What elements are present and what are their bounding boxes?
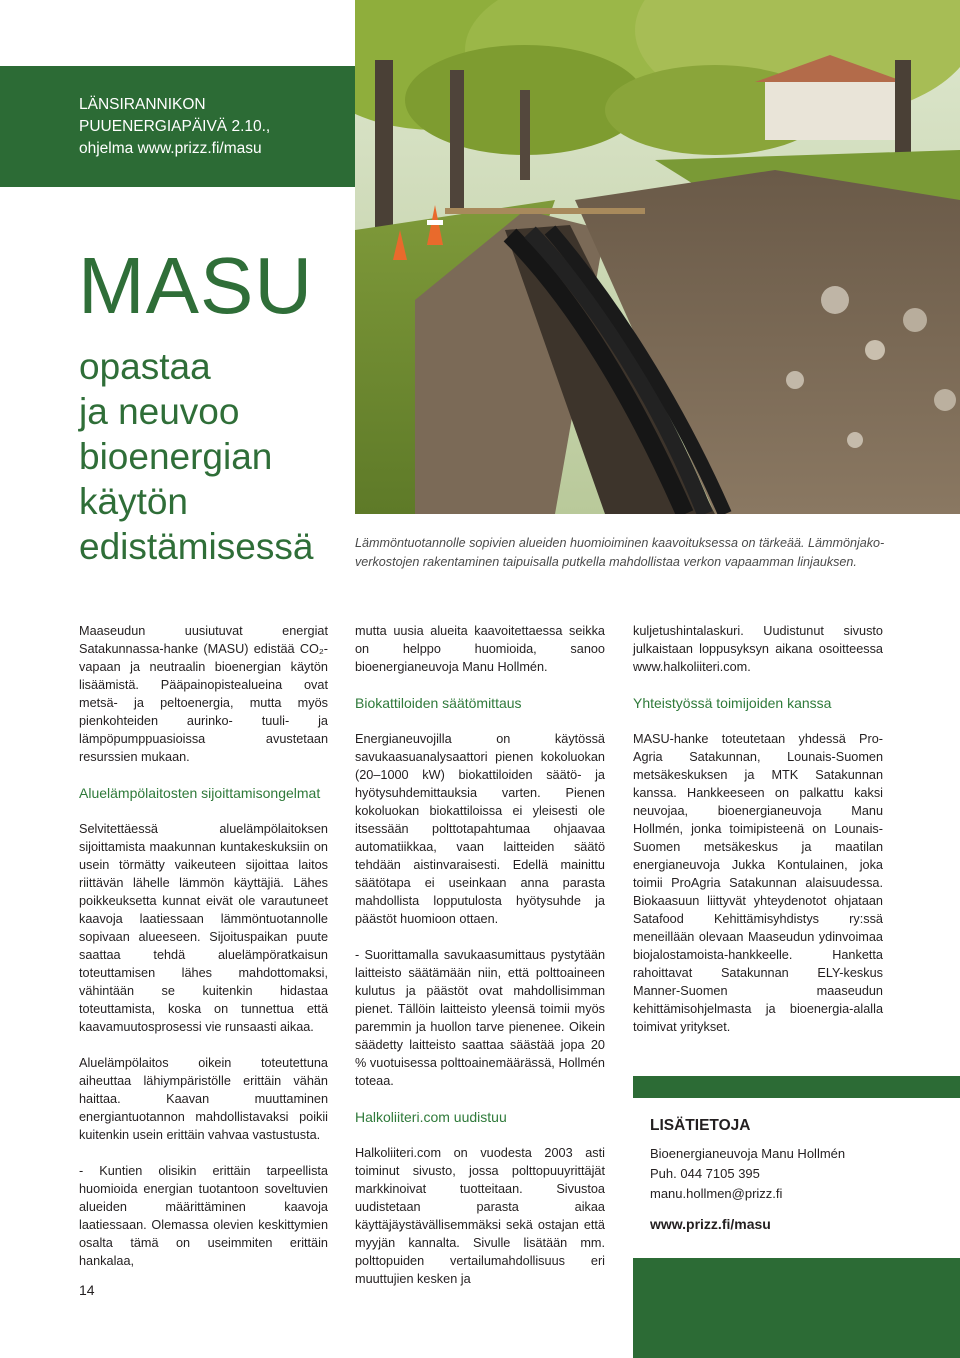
body-paragraph: Halkoliiteri.com on vuodesta 2003 asti toiminut sivusto, jossa polttopuuyrittäjät markkinoivat tuotteitaan. Sivustoa uudistetaan parasta aikaa käyttäjäystävällisemmäksi sekä ostajan että myyjän kannalta. Sivulle lisätään mm. polttopuiden vertailumahdollisuus eri muuttujien kesken ja	[355, 1146, 605, 1286]
banner-line-1: LÄNSIRANNIKON	[79, 96, 206, 113]
article-column-2	[355, 622, 605, 1288]
body-paragraph: kuljetushintalaskuri. Uudistunut sivusto julkaistaan loppusyksyn aikana osoitteessa www.halkoliiteri.com.	[633, 624, 883, 674]
photo-caption	[355, 534, 945, 572]
article-column-3	[633, 622, 883, 1036]
body-paragraph: Aluelämpölaitos oikein toteutettuna aiheuttaa lähiympäristölle erittäin vähän haittaa. Kaavan muuttaminen energiantuotannon mahdollistavaksi poikii kuitenkin usein erittäin vahvaa vastustusta.	[79, 1056, 328, 1142]
info-box-content	[650, 1116, 845, 1234]
website-link[interactable]: www.prizz.fi/masu	[650, 1216, 771, 1232]
info-box-top-bar	[633, 1076, 960, 1098]
subtitle-line: käytön	[79, 481, 189, 522]
section-heading-saatomittaus: Biokattiloiden säätömittaus	[355, 695, 522, 711]
section-heading-halkoliiteri: Halkoliiteri.com uudistuu	[355, 1109, 507, 1125]
caption-line: verkostojen rakentaminen taipuisalla putkella mahdollistaa verkon vapaamman linjauksen.	[355, 555, 857, 569]
body-paragraph: MASU-hanke toteutetaan yhdessä Pro-Agria Satakunnan, Lounais-Suomen metsäkeskuksen ja MTK Satakunnan kanssa. Hankkeeseen on palkattu kaksi neuvojaa, bioenergianeuvoja Manu Hollmén, jonka toimipisteenä on Lounais-Suomen metsäkeskus ja maatilan energianeuvoja Jukka Kontulainen, joka toimii ProAgria Satakunnan alaisuudessa. Biokaasuun liittyvät yhteydenotot ohjataan Satafood Kehittämisyhdistys ry:ssä meneillään olevaan Maaseudun ydinvoimaa biojalostamoista-hankkeelle. Hanketta rahoittavat Satakunnan ELY-keskus Manner-Suomen maaseudun kehittämisohjelmasta ja bioenergia-alalla toimivat yritykset.	[633, 732, 883, 1034]
body-paragraph: - Kuntien olisikin erittäin tarpeellista huomioida energian tuotantoon soveltuvien alueiden määrittäminen kaavoja laatiessaan. Olemassa olevien keskittymien osalta tämä on useimmiten erittäin hankalaa,	[79, 1164, 328, 1268]
trench-pipes-photo	[355, 0, 960, 514]
subtitle-line: bioenergian	[79, 436, 273, 477]
page-number: 14	[79, 1282, 95, 1298]
info-heading: LISÄTIETOJA	[650, 1117, 751, 1134]
contact-phone: Puh. 044 7105 395	[650, 1166, 760, 1181]
body-paragraph: - Suorittamalla savukaasumittaus pystytään laitteisto säätämään niin, että polttoaineen kulutus ja päästöt ovat mahdollisimman pienet. Tällöin laitteisto yleensä toimii myös paremmin ja huollon tarve pienenee. Oikein säädetty laitteisto saattaa säästää jopa 20 % vuotuisessa polttoainemäärässä, Hollmén toteaa.	[355, 948, 605, 1088]
header-banner	[0, 66, 355, 187]
subtitle-line: ja neuvoo	[79, 391, 240, 432]
subtitle-line: edistämisessä	[79, 526, 314, 567]
bottom-green-strip	[633, 1258, 960, 1358]
body-paragraph: mutta uusia alueita kaavoitettaessa seikka on helppo huomioida, sanoo bioenergianeuvoja Manu Hollmén.	[355, 624, 605, 674]
body-paragraph: Energianeuvojilla on käytössä savukaasuanalysaattori pienen kokoluokan (20–1000 kW) biokattiloiden säätö- ja hyötysuhdemittauksia varten. Pienen kokoluokan biokattiloissa ei yleisesti ole itsessään polttotapahtumaa ohjaavaa automatiikkaa, vaan laitteiden säätö tehdään aistinvaraisesti. Edellä mainittu säätötapa ei useinkaan anna parasta mahdollista lopputulosta hyötysuhde ja päästöt huomioon ottaen.	[355, 732, 605, 926]
photo-illustration	[355, 0, 960, 514]
body-paragraph: Selvitettäessä aluelämpölaitoksen sijoittamista maakunnan kuntakeskuksiin on usein törmätty vaikeuteen sijoittaa laitos riittävän lähelle lämmön käyttäjiä. Lähes poikkeuksetta kunnat eivät ole varautuneet kaavoja laatiessaan lämmöntuotannolle sopivaan alueeseen. Sijoituspaikan puute saattaa tehdä aluelämpöratkaisun toteuttamisen lähes mahdottomaksi, vähintään se kuitenkin hidastaa toteuttamista, koska on tunnettua että kaavamuutosprosessi vie runsaasti aikaa.	[79, 822, 328, 1034]
subtitle-line: opastaa	[79, 346, 211, 387]
page-subtitle	[79, 344, 313, 569]
intro-paragraph: Maaseudun uusiutuvat energiat Satakunnassa-hanke (MASU) edistää CO₂-vapaan ja neutraalin bioenergian käytön lisäämistä. Pääpainopistealueina ovat metsä- ja peltoenergia, mutta myös pienkohteiden aurinko- tuuli- ja lämpöpumppuasioissa avustetaan resurssien mukaan.	[79, 624, 328, 764]
contact-email[interactable]: manu.hollmen@prizz.fi	[650, 1186, 783, 1201]
page-title: MASU	[78, 241, 314, 330]
article-column-1	[79, 622, 328, 1270]
contact-name: Bioenergianeuvoja Manu Hollmén	[650, 1146, 846, 1161]
banner-line-2: PUUENERGIAPÄIVÄ 2.10.,	[79, 118, 271, 135]
banner-line-3: ohjelma www.prizz.fi/masu	[79, 140, 262, 157]
contact-info-box	[633, 1076, 960, 1262]
section-heading-sijoittaminen: Aluelämpölaitosten sijoittamisongelmat	[79, 785, 321, 801]
caption-line: Lämmöntuotannolle sopivien alueiden huomioiminen kaavoituksessa on tärkeää. Lämmönjako-	[355, 536, 885, 550]
section-heading-yhteistyo: Yhteistyössä toimijoiden kanssa	[633, 695, 832, 711]
